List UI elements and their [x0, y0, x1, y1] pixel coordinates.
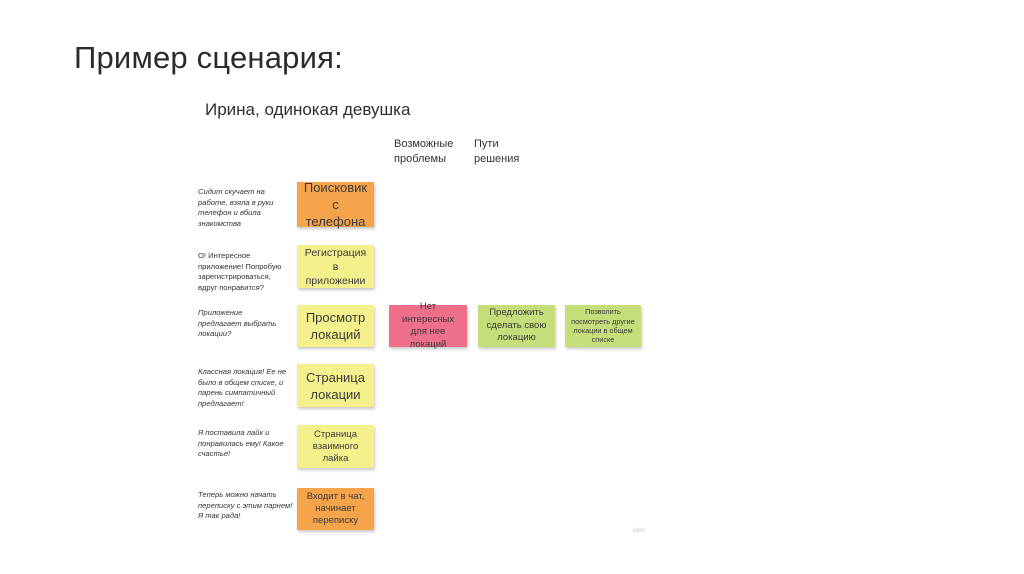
sticky-note-solution-view-other-locations: Позволить посмотреть другие локации в общем списке [565, 305, 641, 347]
narrative-step-3: Приложение предлагает выбрать локации? [198, 308, 277, 339]
narrative-step-6: Теперь можно начать переписку с этим парнем! Я так рада! [198, 490, 293, 521]
column-header-solutions: Пути решения [474, 138, 520, 165]
sticky-note-mutual-like-page: Страница взаимного лайка [297, 425, 374, 468]
miro-watermark: miro [633, 528, 645, 534]
sticky-note-solution-create-location: Предложить сделать свою локацию [478, 305, 555, 347]
sticky-note-search-from-phone: Поисковик с телефона [297, 182, 374, 227]
narrative-step-5: Я поставила лайк и понравилась ему! Какое счастье! [198, 428, 284, 459]
sticky-note-problem-no-locations: Нет интересных для нее локаций [389, 305, 467, 347]
sticky-note-view-locations: Просмотр локаций [297, 305, 374, 347]
column-header-problems: Возможные проблемы [394, 138, 454, 165]
sticky-note-enters-chat: Входит в чат, начинает переписку [297, 488, 374, 530]
narrative-step-2: О! Интересное приложение! Попробую зарегистрироваться, вдруг понравится? [198, 251, 282, 292]
narrative-step-1: Сидит скучает на работе, взяла в руки телефон и вбила знакомства [198, 187, 274, 228]
persona-title: Ирина, одинокая девушка [205, 100, 411, 119]
slide-title: Пример сценария: [74, 40, 343, 75]
narrative-step-4: Классная локация! Ее не было в общем списке, и парень симпатичный предлагает! [198, 367, 287, 408]
sticky-note-location-page: Страница локации [297, 364, 374, 407]
sticky-note-registration: Регистрация в приложении [297, 245, 374, 288]
